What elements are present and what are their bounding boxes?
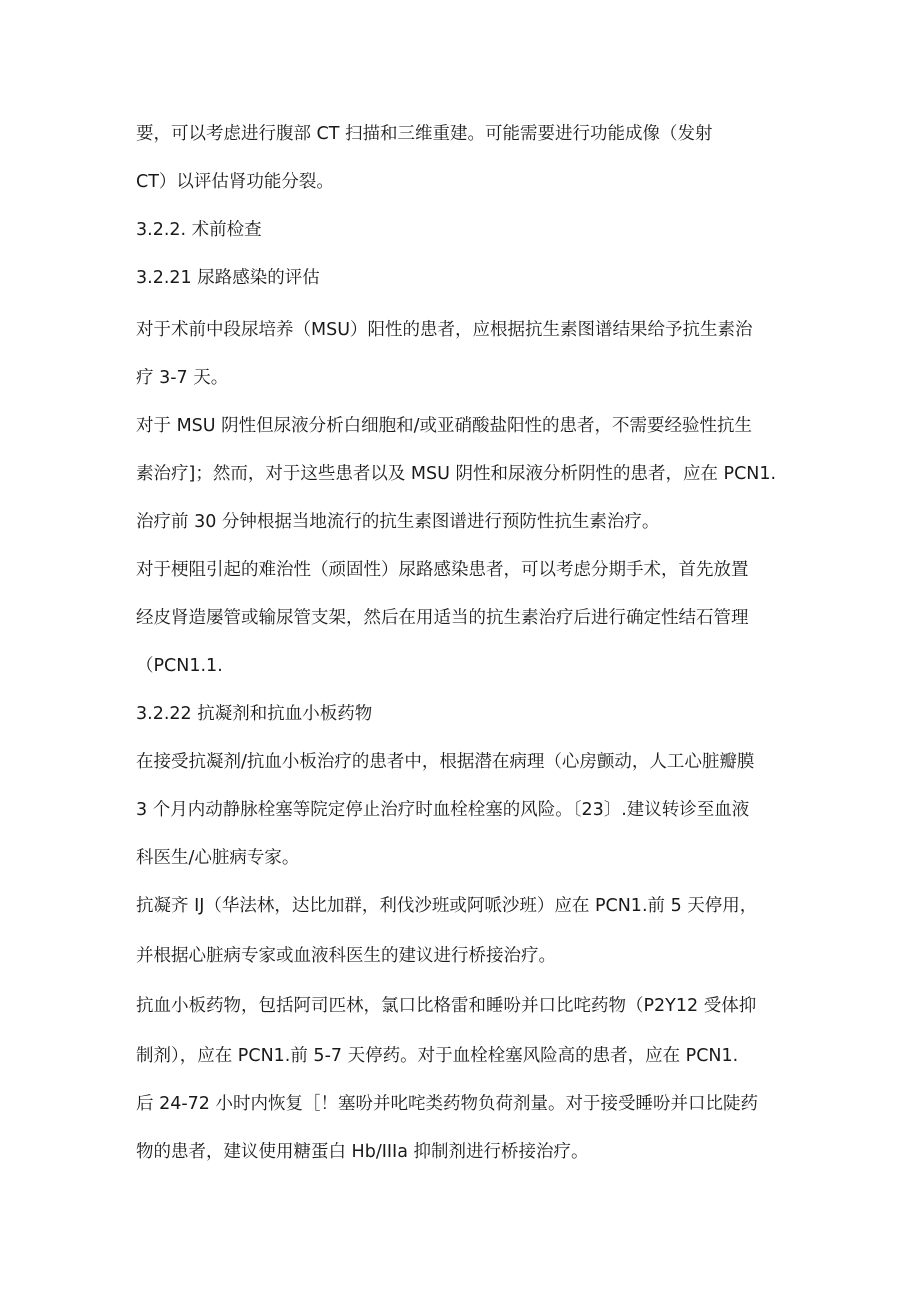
text-line-18: 并根据心脏病专家或血液科医生的建议进行桥接治疗。: [136, 946, 556, 966]
text-line-15: 3 个月内动静脉栓塞等院定停止治疗时血栓栓塞的风险。〔23〕.建议转诊至血液: [136, 800, 750, 820]
section-heading-3-2-21: 3.2.21 尿路感染的评估: [136, 268, 320, 288]
text-line-9: 治疗前 30 分钟根据当地流行的抗生素图谱进行预防性抗生素治疗。: [136, 512, 660, 532]
text-line-19: 抗血小板药物，包括阿司匹林，氯口比格雷和睡吩并口比咤药物（P2Y12 受体抑: [136, 996, 757, 1016]
text-line-10: 对于梗阻引起的难治性（顽固性）尿路感染患者，可以考虑分期手术，首先放置: [136, 560, 749, 580]
text-line-8: 素治疗]；然而，对于这些患者以及 MSU 阴性和尿液分析阴性的患者，应在 PCN1.: [136, 464, 777, 484]
text-line-12: （PCN1.1.: [136, 656, 223, 676]
text-line-22: 物的患者，建议使用糖蛋白 Hb/IIIa 抑制剂进行桥接治疗。: [136, 1142, 589, 1162]
text-line-17: 抗凝齐 IJ（华法林，达比加群，利伐沙班或阿哌沙班）应在 PCN1.前 5 天停用，: [136, 896, 758, 916]
text-line-11: 经皮肾造屡管或输尿管支架，然后在用适当的抗生素治疗后进行确定性结石管理: [136, 608, 749, 628]
text-line-6: 疗 3-7 天。: [136, 368, 229, 388]
text-line-2: CT）以评估肾功能分裂。: [136, 172, 334, 192]
text-line-5: 对于术前中段尿培养（MSU）阳性的患者，应根据抗生素图谱结果给予抗生素治: [136, 320, 753, 340]
text-line-14: 在接受抗凝剂/抗血小板治疗的患者中，根据潜在病理（心房颤动，人工心脏瓣膜: [136, 752, 755, 772]
section-heading-3-2-2: 3.2.2. 术前检查: [136, 220, 262, 240]
text-line-16: 科医生/心脏病专家。: [136, 848, 300, 868]
text-line-21: 后 24-72 小时内恢复［！塞吩并叱咤类药物负荷剂量。对于接受睡吩并口比陡药: [136, 1094, 758, 1114]
section-heading-3-2-22: 3.2.22 抗凝剂和抗血小板药物: [136, 704, 373, 724]
text-line-20: 制剂），应在 PCN1.前 5-7 天停药。对于血栓栓塞风险高的患者，应在 PCN1.: [136, 1046, 739, 1066]
text-line-1: 要，可以考虑进行腹部 CT 扫描和三维重建。可能需要进行功能成像（发射: [136, 124, 713, 144]
text-line-7: 对于 MSU 阴性但尿液分析白细胞和/或亚硝酸盐阳性的患者，不需要经验性抗生: [136, 416, 753, 436]
